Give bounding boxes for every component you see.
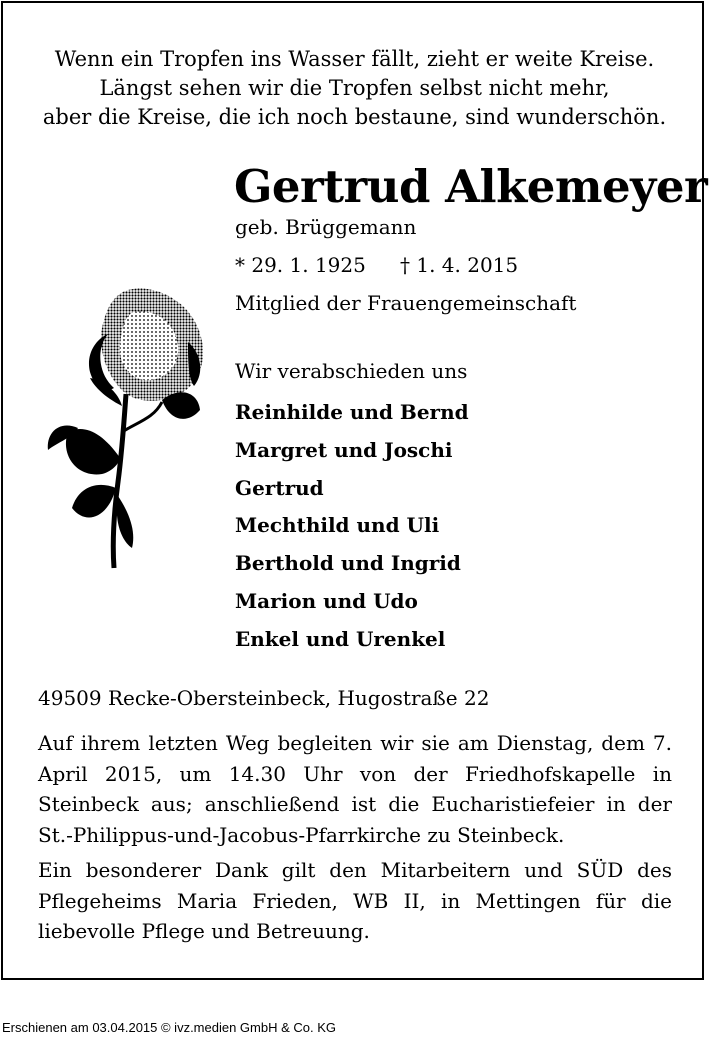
list-item: Mechthild und Uli xyxy=(235,513,440,538)
list-item: Marion und Udo xyxy=(235,588,418,613)
address: 49509 Recke-Obersteinbeck, Hugostraße 22 xyxy=(38,686,490,710)
funeral-paragraph: Auf ihrem letzten Weg begleiten wir sie am Dienstag, dem 7. April 2015, um 14.30 Uhr von der Friedhofskapelle in Steinbeck aus; anschließend ist die Eucharistiefeier in der St.-Philippus-und-Jacobus-Pfarrkirche zu Steinbeck. xyxy=(38,731,672,847)
poem-line: Längst sehen wir die Tropfen selbst nicht mehr, xyxy=(99,76,610,100)
list-item: Gertrud xyxy=(235,475,324,500)
deceased-name: Gertrud Alkemeyer xyxy=(234,160,708,213)
list-item: Reinhilde und Bernd xyxy=(235,400,469,424)
thanks-paragraph: Ein besonderer Dank gilt den Mitarbeitern und SÜD des Pflegeheims Maria Frieden, WB II, in Mettingen für die liebevolle Pflege und Betreuung. xyxy=(38,858,672,943)
maiden-name: geb. Brüggemann xyxy=(235,215,417,239)
mourner-list xyxy=(235,394,469,659)
life-dates xyxy=(235,252,518,278)
poem-line: aber die Kreise, die ich noch bestaune, sind wunderschön. xyxy=(42,105,667,129)
list-item: Berthold und Ingrid xyxy=(235,551,461,576)
publication-footer: Erschienen am 03.04.2015 © ivz.medien GmbH & Co. KG xyxy=(2,1020,337,1035)
rose-icon xyxy=(38,282,213,574)
birth-date: * 29. 1. 1925 xyxy=(235,253,366,277)
farewell-intro: Wir verabschieden uns xyxy=(235,359,468,383)
poem xyxy=(0,45,709,132)
membership: Mitglied der Frauengemeinschaft xyxy=(235,291,577,315)
list-item: Margret und Joschi xyxy=(235,437,453,462)
poem-line: Wenn ein Tropfen ins Wasser fällt, zieht er weite Kreise. xyxy=(54,47,655,71)
death-date: † 1. 4. 2015 xyxy=(400,253,519,277)
list-item: Enkel und Urenkel xyxy=(235,626,446,651)
